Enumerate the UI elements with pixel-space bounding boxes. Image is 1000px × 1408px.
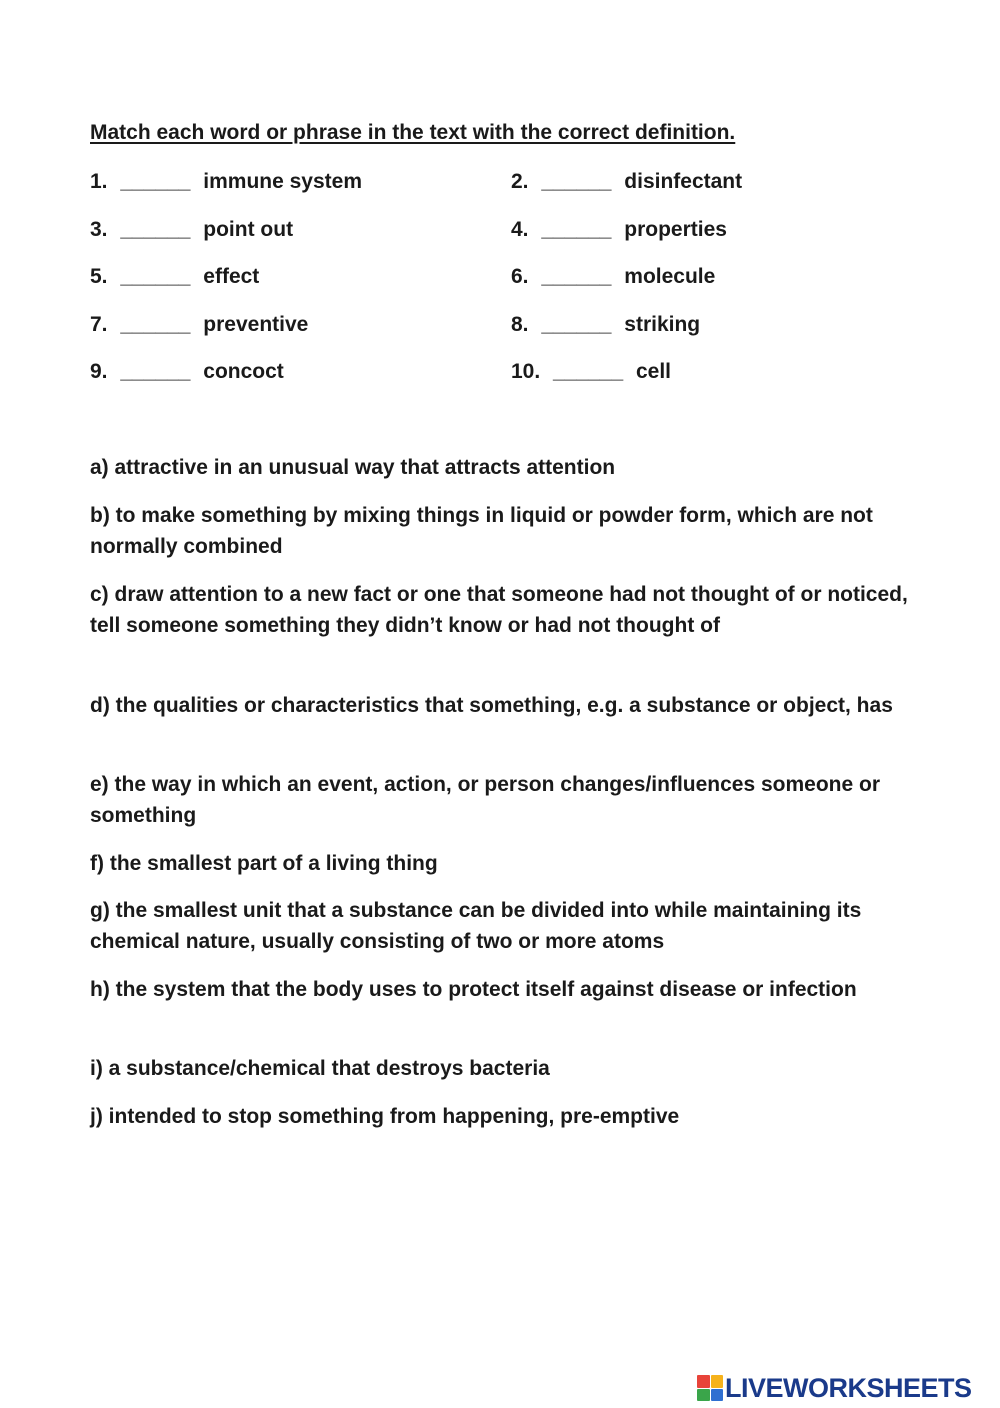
answer-blank[interactable]: ______ (120, 170, 191, 193)
item-number: 1. (90, 170, 108, 193)
item-word: disinfectant (624, 170, 743, 193)
definition-j: j) intended to stop something from happening, pre-emptive (90, 1105, 680, 1128)
item-word: point out (203, 218, 294, 241)
item-word: properties (624, 218, 727, 241)
answer-blank[interactable]: ______ (120, 265, 191, 288)
item-word: molecule (624, 265, 716, 288)
match-item-10 (511, 359, 671, 385)
definition-i: i) a substance/chemical that destroys bacteria (90, 1057, 550, 1080)
definition-c: c) draw attention to a new fact or one that someone had not thought of or noticed, tell someone something they didn’t know or had not thought of (90, 583, 908, 637)
logo-square-blue (711, 1389, 724, 1402)
item-number: 10. (511, 360, 541, 383)
answer-blank[interactable]: ______ (541, 265, 612, 288)
match-item-3 (90, 217, 293, 243)
item-word: immune system (203, 170, 363, 193)
match-item-8 (511, 312, 700, 338)
answer-blank[interactable]: ______ (553, 360, 624, 383)
match-item-6 (511, 264, 715, 290)
item-number: 3. (90, 218, 108, 241)
logo-square-yellow (711, 1375, 724, 1388)
instruction-heading: Match each word or phrase in the text with the correct definition. (90, 121, 736, 144)
match-item-7 (90, 312, 308, 338)
answer-blank[interactable]: ______ (541, 218, 612, 241)
answer-blank[interactable]: ______ (120, 218, 191, 241)
item-number: 6. (511, 265, 529, 288)
answer-blank[interactable]: ______ (120, 360, 191, 383)
definition-g: g) the smallest unit that a substance can be divided into while maintaining its chemical nature, usually consisting of two or more atoms (90, 899, 862, 953)
item-word: striking (624, 313, 701, 336)
item-word: concoct (203, 360, 284, 383)
logo-square-green (697, 1389, 710, 1402)
item-number: 2. (511, 170, 529, 193)
definition-b: b) to make something by mixing things in liquid or powder form, which are not normally combined (90, 504, 873, 558)
definition-h: h) the system that the body uses to protect itself against disease or infection (90, 978, 857, 1001)
item-word: preventive (203, 313, 309, 336)
definition-e: e) the way in which an event, action, or person changes/influences someone or something (90, 773, 881, 827)
logo-square-red (697, 1375, 710, 1388)
answer-blank[interactable]: ______ (541, 313, 612, 336)
item-number: 5. (90, 265, 108, 288)
match-item-2 (511, 169, 742, 195)
match-item-5 (90, 264, 259, 290)
item-number: 7. (90, 313, 108, 336)
match-item-1 (90, 169, 362, 195)
liveworksheets-icon (697, 1375, 723, 1401)
liveworksheets-logo (697, 1373, 972, 1403)
answer-blank[interactable]: ______ (541, 170, 612, 193)
definition-f: f) the smallest part of a living thing (90, 852, 438, 875)
item-number: 8. (511, 313, 529, 336)
logo-text: LIVEWORKSHEETS (725, 1372, 972, 1403)
match-item-9 (90, 359, 284, 385)
definition-a: a) attractive in an unusual way that attracts attention (90, 456, 616, 479)
definition-d: d) the qualities or characteristics that something, e.g. a substance or object, has (90, 694, 893, 717)
item-word: cell (635, 360, 671, 383)
item-number: 9. (90, 360, 108, 383)
match-item-4 (511, 217, 727, 243)
item-number: 4. (511, 218, 529, 241)
answer-blank[interactable]: ______ (120, 313, 191, 336)
item-word: effect (203, 265, 260, 288)
